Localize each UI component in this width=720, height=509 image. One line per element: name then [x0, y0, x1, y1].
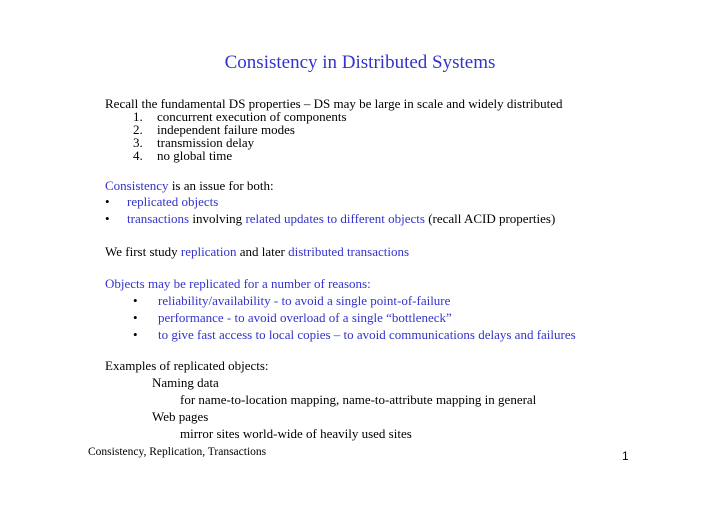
bullet-text: replicated objects	[127, 194, 219, 209]
bullet-icon: •	[105, 194, 110, 209]
property-number: 4.	[133, 148, 143, 163]
bullet-text-related-updates: related updates to different objects	[245, 211, 425, 226]
study-replication: replication	[180, 244, 237, 259]
footer-text: Consistency, Replication, Transactions	[88, 446, 267, 458]
bullet-item	[105, 194, 218, 210]
bullet-icon: •	[133, 327, 138, 342]
property-text: no global time	[157, 148, 233, 163]
consistency-rest: is an issue for both:	[168, 178, 274, 193]
example-naming-detail: for name-to-location mapping, name-to-attribute mapping in general	[180, 392, 537, 407]
bullet-text-transactions: transactions	[127, 211, 190, 226]
property-number: 1.	[133, 109, 143, 124]
property-text: concurrent execution of components	[157, 109, 347, 124]
bullet-icon: •	[105, 211, 110, 226]
page-number: 1	[622, 449, 629, 463]
bullet-icon: •	[133, 293, 138, 308]
reason-item	[133, 310, 452, 326]
intro-text: Recall the fundamental DS properties – DS may be large in scale and widely distributed	[105, 96, 563, 111]
study-line	[105, 244, 409, 260]
property-item	[133, 148, 232, 164]
property-number: 2.	[133, 122, 143, 137]
study-text-a: We first study	[105, 244, 181, 259]
property-text: independent failure modes	[157, 122, 295, 137]
bullet-text-involving: involving	[189, 211, 246, 226]
property-number: 3.	[133, 135, 143, 150]
study-distributed-transactions: distributed transactions	[288, 244, 410, 259]
reasons-heading: Objects may be replicated for a number of reasons:	[105, 276, 371, 291]
reason-item	[133, 293, 450, 309]
reason-text: reliability/availability - to avoid a single point-of-failure	[158, 293, 451, 308]
example-web: Web pages	[152, 409, 209, 424]
reason-text: performance - to avoid overload of a single “bottleneck”	[158, 310, 452, 325]
consistency-line	[105, 178, 274, 194]
reason-item	[133, 327, 576, 343]
consistency-term: Consistency	[105, 178, 169, 193]
example-web-detail: mirror sites world-wide of heavily used sites	[180, 426, 412, 441]
study-text-c: and later	[236, 244, 289, 259]
example-naming: Naming data	[152, 375, 219, 390]
property-text: transmission delay	[157, 135, 255, 150]
bullet-text-acid: (recall ACID properties)	[424, 211, 556, 226]
bullet-icon: •	[133, 310, 138, 325]
reason-text: to give fast access to local copies – to avoid communications delays and failures	[158, 327, 576, 342]
slide-title: Consistency in Distributed Systems	[224, 52, 496, 73]
bullet-item	[105, 211, 555, 227]
examples-heading: Examples of replicated objects:	[105, 358, 269, 373]
